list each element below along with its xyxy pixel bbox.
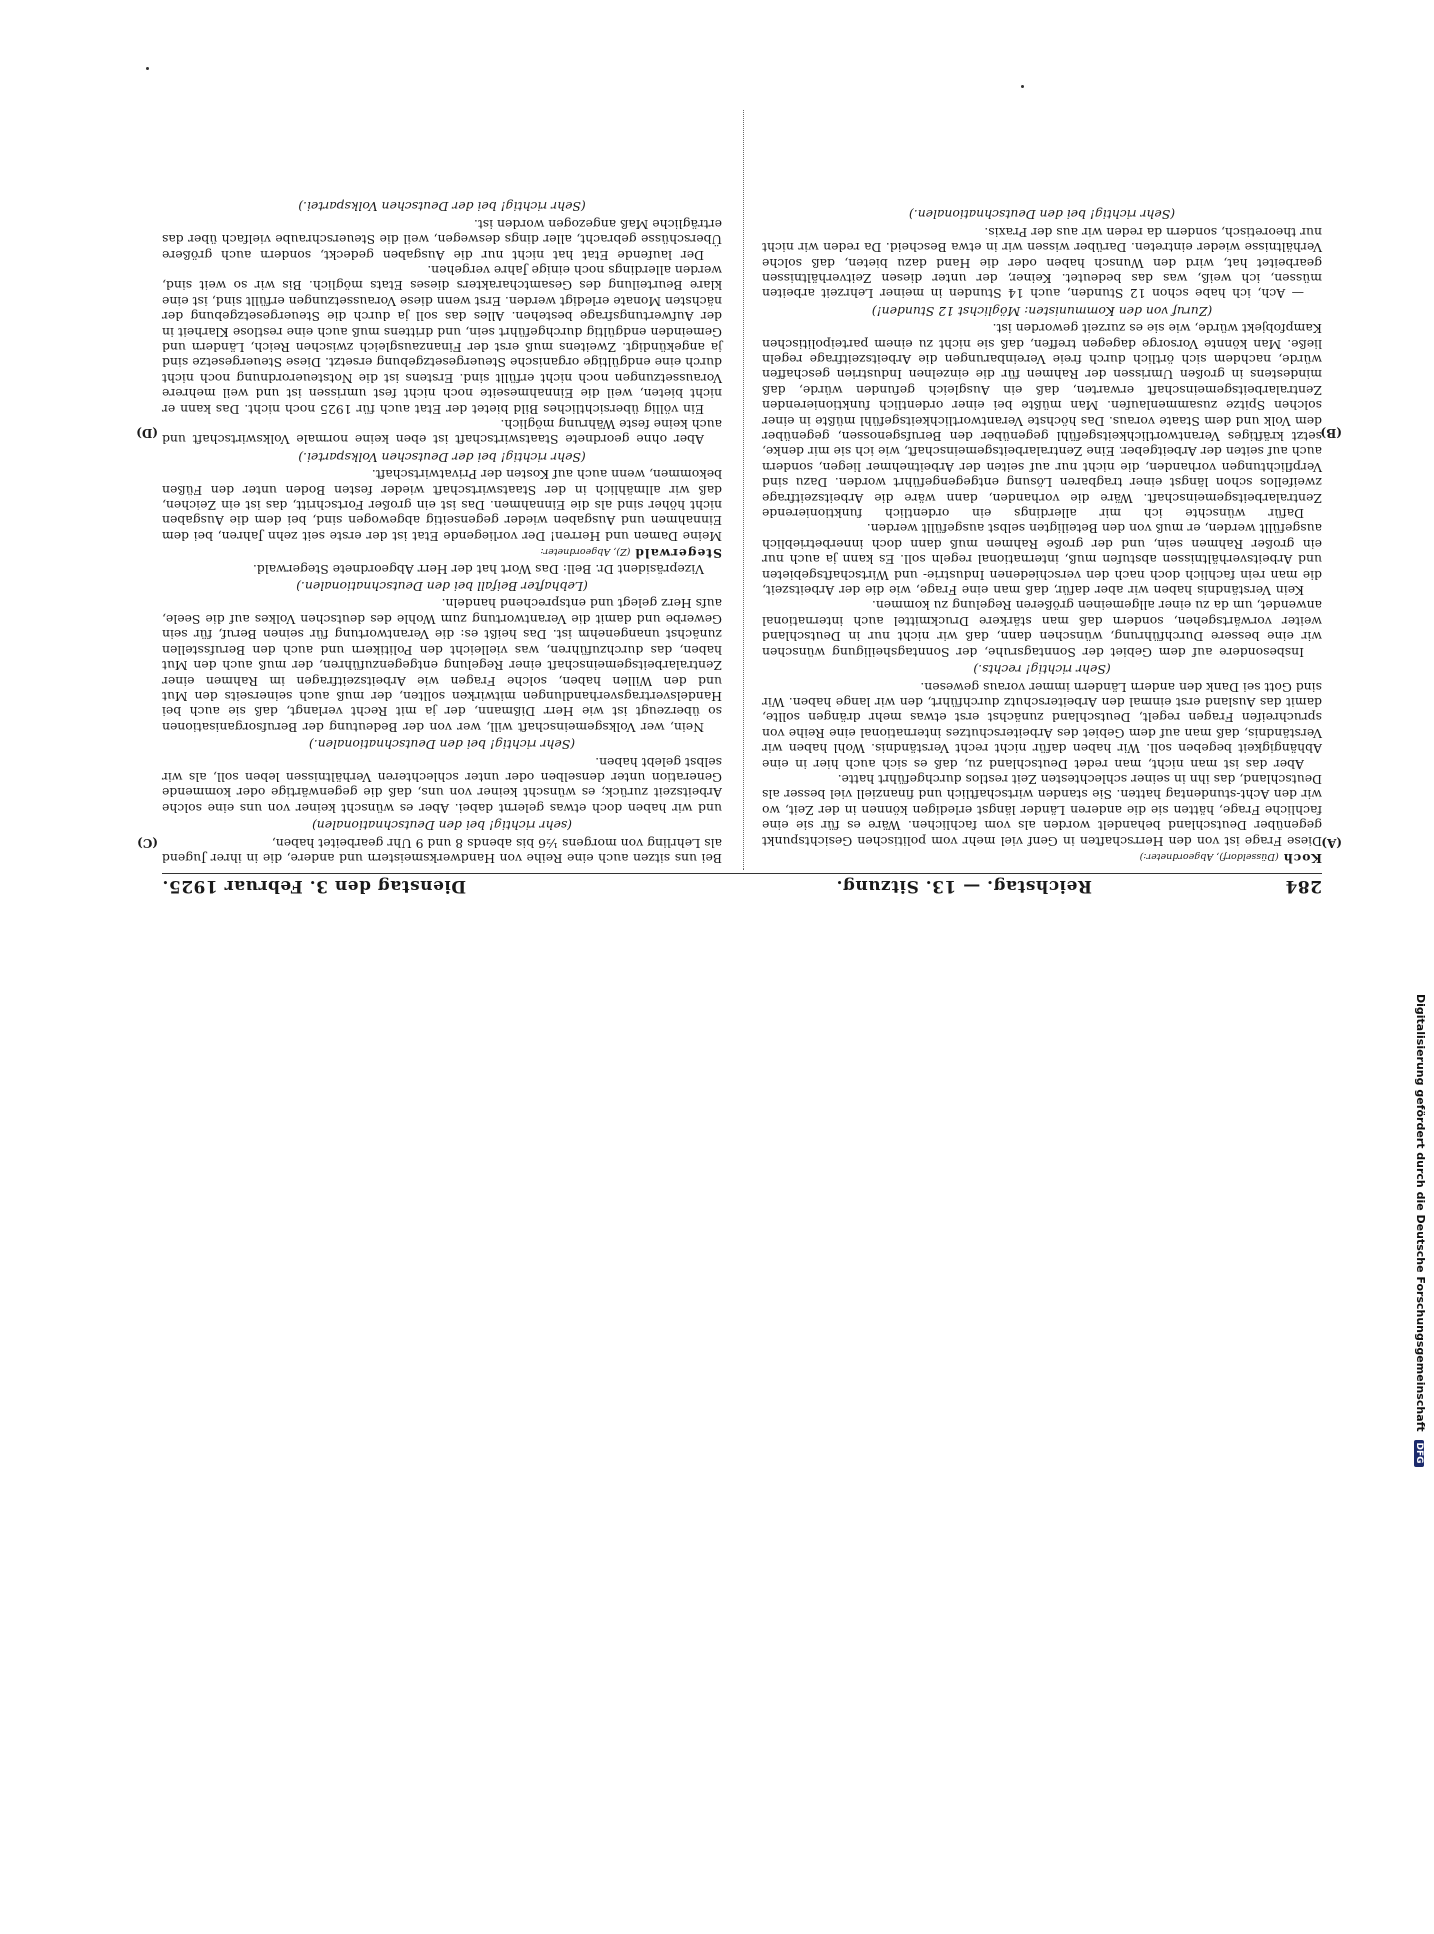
right-interjection-2: (Sehr richtig! bei den Deutschnationalen.) <box>308 737 576 753</box>
left-paragraph-5: Dafür wünschte ich mir allerdings ein ordentlich funktionierende Zentralarbeitsgemeinschaft. Wäre die vorhanden, dann wäre die Arbeitszeitfrage zweifellos schon längst einer tragbaren Lösung entgegengeführt worden. Dazu sind Verpflichtungen vorhanden, die nicht nur auf seiten der Arbeitnehmer liegen, sondern auch auf seiten der Arbeitgeber. Eine Zentralarbeitsgemeinschaft, wie ich sie mir denke, setzt kräftiges Verantwortlichkeitsgefühl gegenüber den Berufsgenossen, gegenüber dem Volk und dem Staate voraus. Das höchste Verantwortlichkeitsgefühl müßte in einer solchen Spitze zusammenlaufen. Man müßte bei einer ordentlich funktionierenden Zentralarbeitsgemeinschaft erwarten, daß ein Ausgleich gefunden würde, daß mindestens in großen Umrissen der Rahmen für die einzelnen Industrien geschaffen würde, nachdem sich örtlich durch freie Vereinbarungen die Arbeitszeitfrage regeln ließe. Man könnte Vorsorge dagegen treffen, daß sie nicht zu einem parteipolitischen Kampfobjekt würde, wie sie es zurzeit geworden ist. <box>762 321 1322 522</box>
left-interjection-1: (Sehr richtig! rechts.) <box>973 662 1111 678</box>
page-number: 284 <box>1285 876 1322 896</box>
speaker-note-koch: (Düsseldorf), Abgeordneter:) <box>1139 851 1279 862</box>
right-paragraph-6: Aber ohne geordnete Staatswirtschaft ist eben keine normale Volkswirtschaft und auch keine feste Währung möglich. <box>162 417 722 448</box>
margin-mark-d: (D) <box>136 426 158 440</box>
left-paragraph-4: Kein Verständnis haben wir aber dafür, daß man eine Frage, wie die der Arbeitszeit, die man rein fachlich doch nach den verschiedenen Industrie- und Wirtschaftsgebieten und Arbeitsverhältnissen abstufen muß, international regeln soll. Es kann ja auch nur ein großer Rahmen sein, und der große Rahmen muß dann doch innerbetrieblich ausgefüllt werden, er muß von den Beteiligten selbst ausgefüllt werden. <box>762 521 1322 599</box>
right-paragraph-1: Bei uns sitzen auch eine Reihe von Handwerksmeistern und andere, die in ihrer Jugend als Lehrling von morgens ½6 bis abends 8 und 9 Uhr gearbeitet haben, <box>162 835 722 866</box>
speaker-note-stegerwald: (Z), Abgeordneter: <box>540 546 631 558</box>
left-interjection-2: (Zuruf von den Kommunisten: Möglichst 12 Stunden!) <box>871 303 1213 319</box>
right-interjection-3: (Lebhafter Beifall bei den Deutschnationalen.) <box>296 579 588 595</box>
right-paragraph-4: Vizepräsident Dr. Bell: Das Wort hat der Herr Abgeordnete Stegerwald. <box>252 561 704 577</box>
left-paragraph-1: Diese Frage ist von den Herrschaften in Genf viel mehr vom politischen Gesichtspunkt gegenüber Deutschland behandelt worden als vom fachlichen. Wäre es für sie eine fachliche Frage, hätten sie die anderen Länder längst erledigen können in der Zeit, wo wir den Acht-stundentag hatten. Sie standen wirtschaftlich und finanziell viel besser als Deutschland, das ihn in seiner schlechtesten Zeit restlos durchgeführt hatte. <box>762 771 1322 849</box>
footer-credit <box>1414 994 1427 1934</box>
right-interjection-1: (sehr richtig! bei den Deutschnationalen) <box>311 818 573 834</box>
speaker-name-stegerwald: Stegerwald <box>634 546 722 562</box>
right-paragraph-3: Nein, wer Volksgemeinschaft will, wer von der Bedeutung der Berufsorganisationen so überzeugt ist wie Herr Dißmann, der ja mit Recht verlangt, daß sie auch bei Handelsvertragsverhandlungen mitwirken sollten, der muß auch seinerseits den Mut und den Willen haben, solche Fragen wie Arbeitszeitfragen im Rahmen einer Zentralarbeitsgemeinschaft einer Regelung entgegenzuführen, der muß auch den Mut haben, das durchzuführen, was vielleicht den Politikern und auch den Berufsstellen zunächst unangenehm ist. Das heißt es: die Verantwortung für seinen Beruf, für sein Gewerbe und damit die Verantwortung zum Wohle des deutschen Volkes auf die Seele, aufs Herz gelegt und entsprechend handeln. <box>162 596 722 735</box>
left-column <box>762 205 1322 866</box>
left-speaker-line <box>762 849 1322 866</box>
dfg-logo-icon: DFG <box>1414 1440 1424 1467</box>
left-paragraph-2: Aber das ist man nicht, man redet Deutschland zu, daß es sich auch hier in eine Abhängigkeit begeben soll. Wir haben dafür nicht recht Verständnis. Wohl haben wir Verständnis, daß man auf dem Gebiet des Arbeiterschutzes international eine Reihe von spruchreifen Fragen regelt, Deutschland zunächst erst etwas mehr drängen sollte, damit das Ausland erst einmal den Arbeiterschutz durchführt, den wir lange haben. Wir sind Gott sei Dank den andern Ländern immer voraus gewesen. <box>762 679 1322 772</box>
header-rule <box>162 873 1322 874</box>
header-date: Dienstag den 3. Februar 1925. <box>162 876 467 896</box>
header-session-title: Reichstag. — 13. Sitzung. <box>836 876 1092 896</box>
left-paragraph-6: — Ach, ich habe schon 12 Stunden, auch 14 Stunden in meiner Lehrzeit arbeiten müssen, ich weiß, was das bedeutet. Keiner, der unter diesen Zeitverhältnissen gearbeitet hat, wird den Wunsch haben oder die Hand dazu bieten, daß solche Verhältnisse wieder eintreten. Darüber wissen wir in etwa Bescheid. Da reden wir nicht nur theoretisch, sondern da reden wir aus der Praxis. <box>762 224 1322 302</box>
right-interjection-5: (Sehr richtig! bei der Deutschen Volkspartei.) <box>298 199 586 215</box>
scan-speck <box>1021 85 1024 88</box>
right-speaker-line <box>162 544 722 561</box>
right-interjection-4: (Sehr richtig! bei der Deutschen Volkspartei.) <box>298 449 586 465</box>
left-interjection-3: (Sehr richtig! bei den Deutschnationalen.) <box>908 207 1176 223</box>
margin-mark-c: (C) <box>137 836 158 850</box>
right-paragraph-8: Der laufende Etat hat nicht nur die Ausgaben gedeckt, sondern auch größere Überschüsse gebracht, aller dings deswegen, weil die Steuerschraube vielfach über das erträgliche Maß angezogen worden ist. <box>162 216 722 263</box>
footer-credit-text: Digitalisierung gefördert durch die Deutsche Forschungsgemeinschaft <box>1414 994 1427 1432</box>
footer-strip <box>1412 60 1434 1464</box>
right-paragraph-7: Ein völlig übersichtliches Bild bietet der Etat auch für 1925 noch nicht. Das kann er nicht bieten, weil die Einnahmeseite noch nicht fest umrissen ist und weil mehrere Voraussetzungen noch nicht erfüllt sind. Erstens ist die Notsteuerordnung noch nicht durch eine endgültige organische Steuergesetzgebung ersetzt. Diese Steuergesetze sind ja angekündigt. Zweitens muß erst der Finanzausgleich zwischen Reich, Ländern und Gemeinden endgültig durchgeführt sein, und drittens muß auch eine restlose Klarheit in der Aufwertungsfrage bestehen. Alles das soll ja durch die Steuergesetzgebung der nächsten Monate erledigt werden. Erst wenn diese Voraussetzungen erfüllt sind, ist eine klare Beurteilung des Gesamtcharakters dieses Etats möglich. Bis wir so weit sind, werden allerdings noch einige Jahre vergehen. <box>162 262 722 417</box>
right-paragraph-2: und wir haben doch etwas gelernt dabei. Aber es wünscht keiner von uns eine solche Arbeitszeit zurück; es wünscht keiner von uns, daß die gegenwärtige oder kommende Generation unter denselben oder unter schlechteren Verhältnissen leben soll, als wir selbst gelebt haben. <box>162 754 722 816</box>
speaker-name-koch: Koch <box>1282 851 1322 866</box>
margin-mark-a: (A) <box>1321 836 1342 850</box>
column-divider <box>743 110 744 870</box>
right-column <box>162 197 722 866</box>
right-paragraph-5: Meine Damen und Herren! Der vorliegende Etat ist der erste seit zehn Jahren, bei dem Einnahmen und Ausgaben wieder gegenseitig abgewogen sind, bei dem die Ausgaben nicht höher sind als die Einnahmen. Das ist ein großer Fortschritt, das ist ein Zeichen, daß wir allmählich in der Staatswirtschaft wieder festen Boden unter den Füßen bekommen, wenn auch auf Kosten der Privatwirtschaft. <box>162 467 722 544</box>
scan-speck <box>146 67 149 70</box>
left-paragraph-3: Insbesondere auf dem Gebiet der Sonntagsruhe, der Sonntagsheiligung wünschen wir eine bessere Durchführung, wünschen dann, daß wir nicht nur in Deutschland weiter vorwärtsgehen, sondern daß man stärkere Druckmittel auch international anwendet, um da zu einer allgemeinen größeren Regelung zu kommen. <box>762 598 1322 660</box>
page-header <box>162 874 1322 896</box>
margin-mark-b: (B) <box>1320 426 1342 440</box>
